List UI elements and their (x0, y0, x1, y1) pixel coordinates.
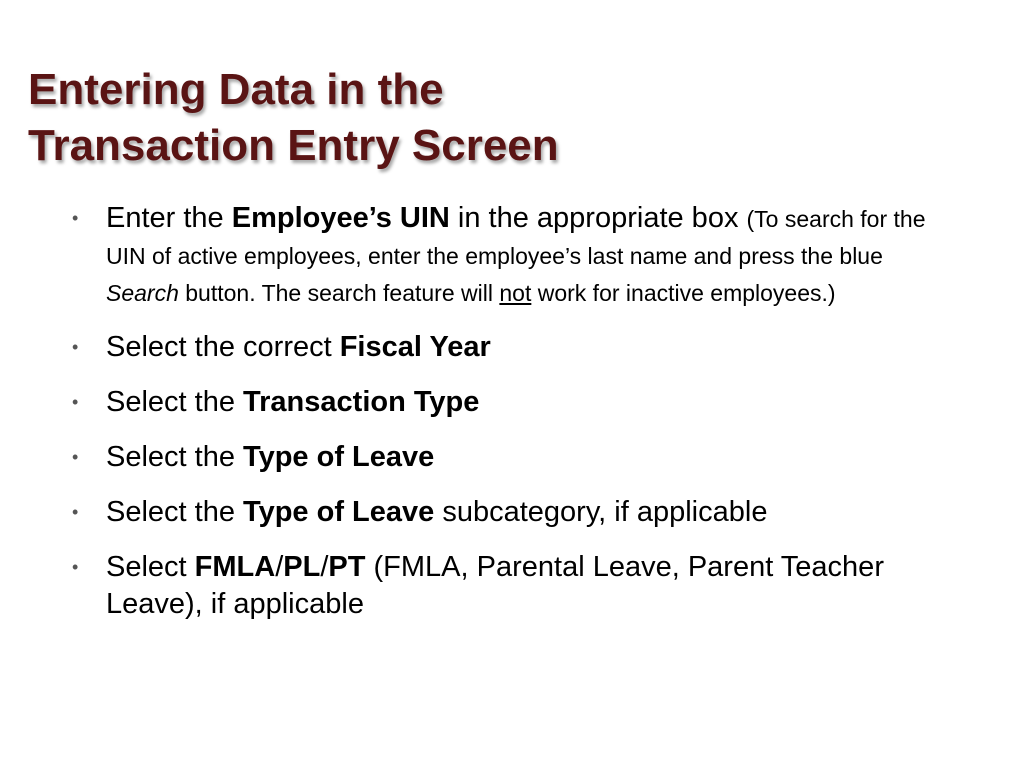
bullet-icon: • (72, 557, 79, 577)
bullet-icon: • (72, 447, 79, 467)
bullet-transaction-type (72, 384, 952, 421)
bullet-icon: • (72, 337, 79, 357)
slide-title-line-1: Entering Data in the (28, 65, 444, 114)
note-text: work for inactive employees.) (531, 280, 836, 306)
bullet-leave-subcategory (72, 494, 952, 531)
bullet-text: Select (106, 551, 195, 583)
bullet-bold-term: Fiscal Year (339, 331, 491, 363)
bullet-bold-term: Employee’s UIN (231, 202, 450, 234)
bullet-icon: • (72, 502, 79, 522)
bullet-bold-term: FMLA (194, 551, 276, 583)
bullet-bold-term: PT (328, 551, 366, 583)
bullet-type-of-leave (72, 439, 952, 476)
bullet-text: Select the (106, 441, 244, 473)
bullet-bold-term: Transaction Type (243, 386, 480, 418)
bullet-bold-term: Type of Leave (243, 441, 435, 473)
slide-title (28, 62, 928, 174)
bullet-text: Select the (106, 386, 244, 418)
bullet-text: Enter the (106, 202, 232, 234)
bullet-list (72, 200, 952, 641)
note-italic-term: Search (106, 280, 179, 306)
note-text: button. The search feature will (178, 280, 500, 306)
bullet-text: Select the correct (106, 331, 340, 363)
bullet-separator: / (275, 551, 284, 583)
bullet-employee-uin (72, 200, 952, 311)
bullet-separator: / (320, 551, 329, 583)
bullet-icon: • (72, 208, 79, 228)
bullet-fiscal-year (72, 329, 952, 366)
bullet-icon: • (72, 392, 79, 412)
bullet-bold-term: Type of Leave (243, 496, 435, 528)
bullet-text: subcategory, if applicable (434, 496, 768, 528)
note-underlined-term: not (499, 280, 532, 306)
note-text: (To search for the UIN of active employees, enter the employee’s last name and press the blue (106, 206, 926, 269)
bullet-text: (FMLA, Parental Leave, Parent Teacher Leave), if applicable (106, 551, 884, 620)
bullet-bold-term: PL (283, 551, 321, 583)
bullet-text: Select the (106, 496, 244, 528)
bullet-fmla-pl-pt (72, 549, 952, 623)
bullet-text: in the appropriate box (449, 202, 747, 234)
slide-title-line-2: Transaction Entry Screen (28, 121, 559, 170)
